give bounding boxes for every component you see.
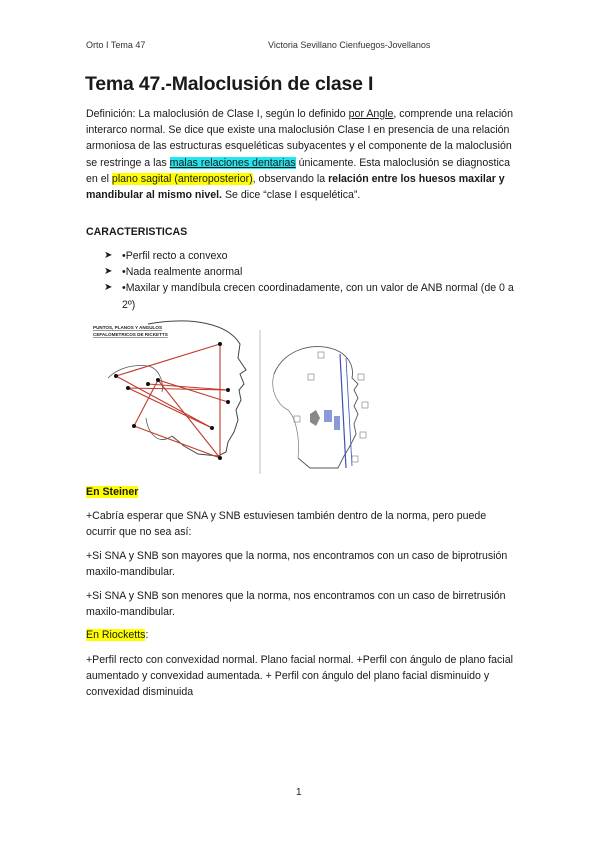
profile-tracing bbox=[273, 347, 368, 468]
mandible-outline bbox=[146, 418, 172, 440]
incisors-shape bbox=[324, 410, 332, 422]
highlight-plano-sagital: plano sagital (anteroposterior) bbox=[111, 172, 253, 185]
arrow-bullet-icon: ➤ bbox=[104, 282, 113, 294]
steiner-paragraph-3: +Si SNA y SNB son menores que la norma, nos encontramos con un caso de birretrusión maxilo-mandibular. bbox=[86, 590, 506, 619]
definition-text-4: , observando la bbox=[252, 172, 329, 185]
caracteristicas-heading: CARACTERISTICAS bbox=[86, 226, 188, 238]
definition-text-3: únicamente. Esta maloclusión se diagnostica en el bbox=[86, 156, 510, 185]
list-item bbox=[104, 248, 514, 264]
riocketts-heading-line bbox=[86, 627, 516, 643]
definition-bold: relación entre los huesos maxilar y mandibular al mismo nivel. bbox=[86, 172, 505, 202]
figure-caption-line1: PUNTOS, PLANOS Y ANGULOS bbox=[93, 325, 163, 330]
cephalometric-figure bbox=[88, 318, 384, 478]
steiner-paragraph-2: +Si SNA y SNB son mayores que la norma, nos encontramos con un caso de biprotrusión maxilo-mandibular. bbox=[86, 550, 508, 579]
list-item-text: •Maxilar y mandíbula crecen coordinadamente, con un valor de ANB normal (de 0 a 2º) bbox=[122, 282, 514, 311]
definition-paragraph bbox=[86, 106, 516, 203]
arrow-bullet-icon: ➤ bbox=[104, 266, 113, 278]
page-title: Tema 47.-Maloclusión de clase I bbox=[85, 73, 374, 95]
riocketts-paragraph: +Perfil recto con convexidad normal. Plano facial normal. +Perfil con ángulo de plano facial aumentado y convexidad aumentada. + Perfil con ángulo del plano facial disminuido y convexidad disminuida bbox=[86, 654, 513, 699]
cephalometric-lines bbox=[116, 344, 228, 458]
molar-shape bbox=[310, 410, 320, 426]
facial-plane-line bbox=[340, 354, 346, 468]
list-item bbox=[104, 280, 514, 312]
page-number: 1 bbox=[296, 787, 302, 798]
landmark-points bbox=[114, 342, 230, 460]
caracteristicas-list bbox=[104, 248, 514, 313]
list-item-text: •Perfil recto a convexo bbox=[122, 250, 228, 262]
definition-text-5: Se dice “clase I esquelética”. bbox=[222, 189, 361, 202]
steiner-heading: En Steiner bbox=[86, 486, 139, 498]
list-item bbox=[104, 264, 514, 280]
riocketts-heading: En Riocketts bbox=[86, 629, 146, 641]
list-item-text: •Nada realmente anormal bbox=[122, 266, 243, 279]
arrow-bullet-icon: ➤ bbox=[104, 250, 113, 261]
steiner-paragraph-1: +Cabría esperar que SNA y SNB estuviesen también dentro de la norma, pero puede ocurrir que no sea así: bbox=[86, 510, 487, 539]
header-course: Orto I Tema 47 bbox=[86, 40, 146, 50]
definition-text-1: Definición: La maloclusión de Clase I, según lo definido bbox=[86, 108, 349, 120]
label-boxes bbox=[294, 352, 368, 462]
definition-text-2: , comprende una relación interarco normal. Se dice que existe una maloclusión Clase I en presencia de una relación armoniosa de las estructuras esqueléticas subyacentes y el componente de la maloclusión se restringe a las bbox=[86, 108, 513, 169]
header-author: Victoria Sevillano Cienfuegos-Jovellanos bbox=[268, 40, 431, 50]
riocketts-colon: : bbox=[145, 629, 149, 641]
ricketts-diagram bbox=[93, 321, 246, 460]
figure-caption-line2: CEFALOMETRICOS DE RICKETTS bbox=[93, 332, 168, 337]
highlight-malas-relaciones: malas relaciones dentarias bbox=[169, 156, 296, 169]
angle-link: por Angle bbox=[348, 108, 394, 120]
